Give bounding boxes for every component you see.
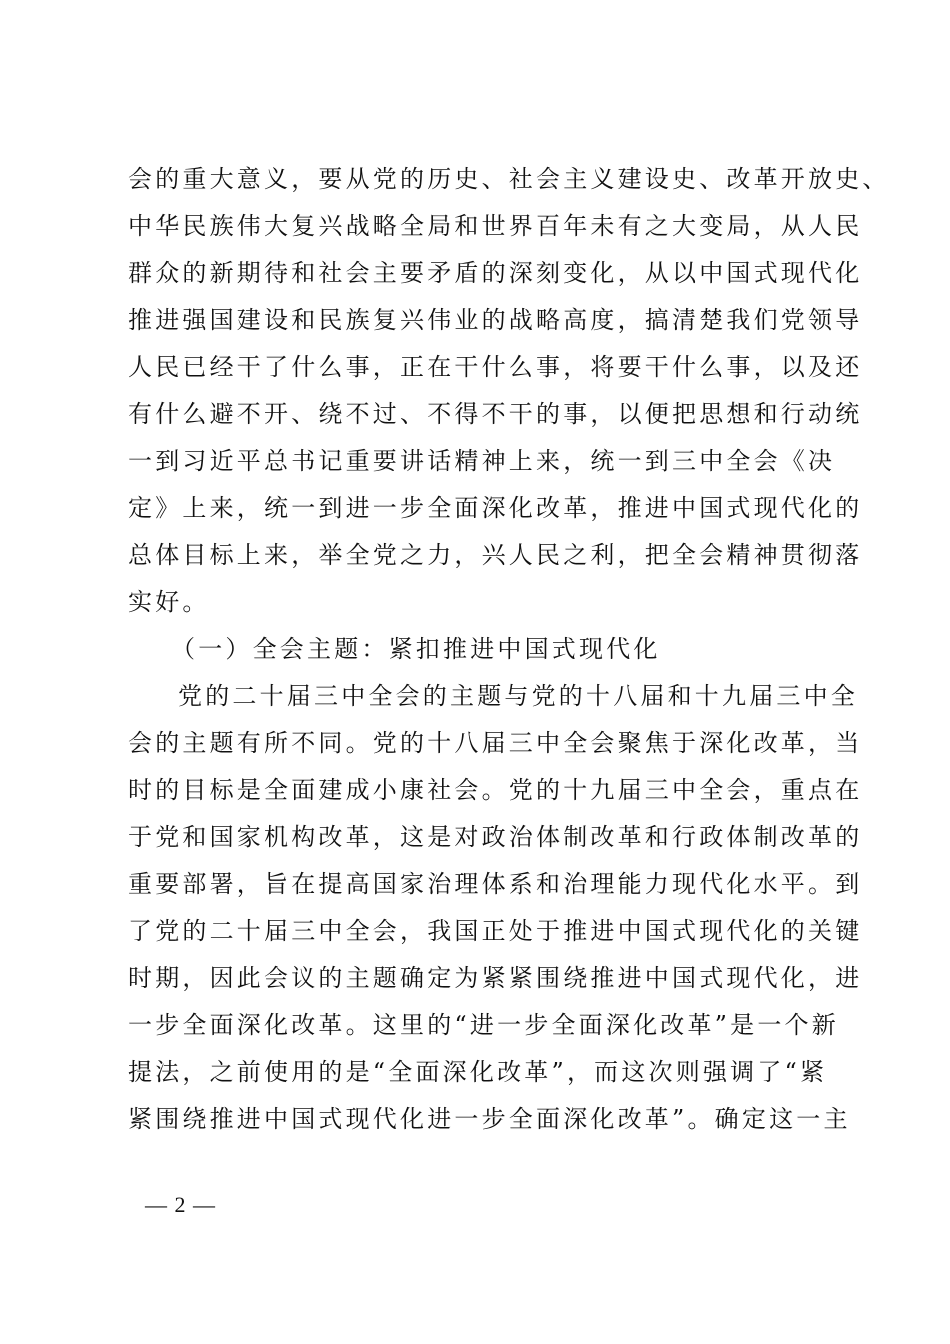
paragraph-line: 会的主题有所不同。党的十八届三中全会聚焦于深化改革，当 [128, 729, 863, 757]
text-line: 定》上来，统一到进一步全面深化改革，推进中国式现代化的 [128, 494, 863, 522]
paragraph-line: 党的二十届三中全会的主题与党的十八届和十九届三中全 [178, 682, 858, 710]
text-line: 实好。 [128, 588, 210, 616]
paragraph-line: 了党的二十届三中全会，我国正处于推进中国式现代化的关键 [128, 917, 863, 945]
paragraph-line: 紧围绕推进中国式现代化进一步全面深化改革”。确定这一主 [128, 1105, 851, 1133]
text-line: 推进强国建设和民族复兴伟业的战略高度，搞清楚我们党领导 [128, 306, 863, 334]
text-line: 一到习近平总书记重要讲话精神上来，统一到三中全会《决 [128, 447, 836, 475]
text-line: 有什么避不开、绕不过、不得不干的事，以便把思想和行动统 [128, 400, 863, 428]
text-line: 中华民族伟大复兴战略全局和世界百年未有之大变局，从人民 [128, 212, 863, 240]
paragraph-line: 一步全面深化改革。这里的“进一步全面深化改革”是一个新 [128, 1011, 839, 1039]
paragraph-line: 于党和国家机构改革，这是对政治体制改革和行政体制改革的 [128, 823, 863, 851]
text-line: 群众的新期待和社会主要矛盾的深刻变化，从以中国式现代化 [128, 259, 863, 287]
text-line: 人民已经干了什么事，正在干什么事，将要干什么事，以及还 [128, 353, 863, 381]
paragraph-line: 时期，因此会议的主题确定为紧紧围绕推进中国式现代化，进 [128, 964, 863, 992]
section-heading: （一）全会主题：紧扣推进中国式现代化 [171, 635, 661, 663]
paragraph-line: 提法，之前使用的是“全面深化改革”，而这次则强调了“紧 [128, 1058, 828, 1086]
paragraph-line: 时的目标是全面建成小康社会。党的十九届三中全会，重点在 [128, 776, 863, 804]
paragraph-line: 重要部署，旨在提高国家治理体系和治理能力现代化水平。到 [128, 870, 863, 898]
page-number: — 2 — [145, 1192, 216, 1217]
text-line: 总体目标上来，举全党之力，兴人民之利，把全会精神贯彻落 [128, 541, 863, 569]
body-text [128, 156, 890, 1143]
text-line: 会的重大意义，要从党的历史、社会主义建设史、改革开放史、 [128, 165, 890, 193]
